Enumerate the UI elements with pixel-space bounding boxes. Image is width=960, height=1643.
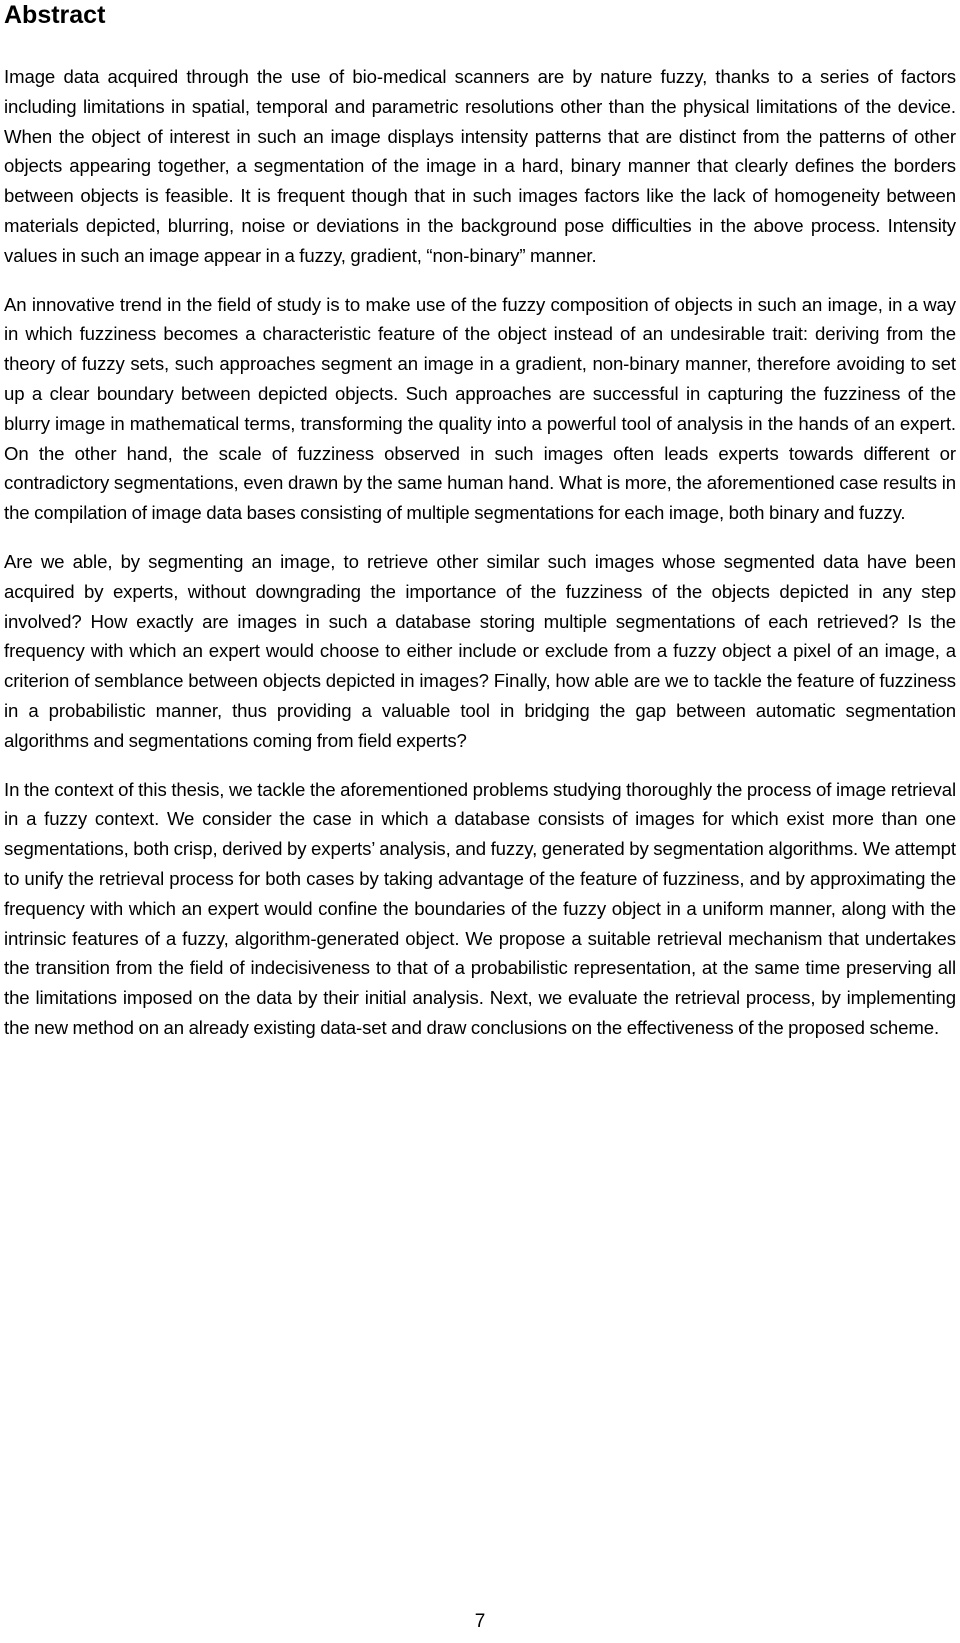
paragraph-3: Are we able, by segmenting an image, to retrieve other similar such images whose segmented data have been acquired by experts, without downgrading the importance of the fuzziness of the objects depicted in any step involved? How exactly are images in such a database storing multiple segmentations of each retrieved? Is the frequency with which an expert would choose to either include or exclude from a fuzzy object a pixel of an image, a criterion of semblance between objects depicted in images? Finally, how able are we to tackle the feature of fuzziness in a probabilistic manner, thus providing a valuable tool in bridging the gap between automatic segmentation algorithms and segmentations coming from field experts? [4,550,956,751]
paragraph-4: In the context of this thesis, we tackle the aforementioned problems studying thoroughly the process of image retrieval in a fuzzy context. We consider the case in which a database consists of images for which exist more than one segmentations, both crisp, derived by experts’ analysis, and fuzzy, generated by segmentation algorithms. We attempt to unify the retrieval process for both cases by taking advantage of the feature of fuzziness, and by approximating the frequency with which an expert would confine the boundaries of the fuzzy object in a uniform manner, along with the intrinsic features of a fuzzy, algorithm-generated object. We propose a suitable retrieval mechanism that undertakes the transition from the field of indecisiveness to that of a probabilistic representation, at the same time preserving all the limitations imposed on the data by their initial analysis. Next, we evaluate the retrieval process, by implementing the new method on an already existing data-set and draw conclusions on the effectiveness of the proposed scheme. [4,778,956,1038]
page-number: 7 [474,1611,486,1632]
paragraph-1: Image data acquired through the use of bio-medical scanners are by nature fuzzy, thanks to a series of factors including limitations in spatial, temporal and parametric resolutions other than the physical limitations of the device. When the object of interest in such an image displays intensity patterns that are distinct from the patterns of other objects appearing together, a segmentation of the image in a hard, binary manner that clearly defines the borders between objects is feasible. It is frequent though that in such images factors like the lack of homogeneity between materials depicted, blurring, noise or deviations in the background pose difficulties in the above process. Intensity values in such an image appear in a fuzzy, gradient, “non-binary” manner. [4,66,956,266]
section-heading: Abstract [4,1,106,29]
paragraph-2: An innovative trend in the field of study is to make use of the fuzzy composition of objects in such an image, in a way in which fuzziness becomes a characteristic feature of the object instead of an undesirable trait: deriving from the theory of fuzzy sets, such approaches segment an image in a gradient, non-binary manner, therefore avoiding to set up a clear boundary between depicted objects. Such approaches are successful in capturing the fuzziness of the blurry image in mathematical terms, transforming the quality into a powerful tool of analysis in the hands of an expert. On the other hand, the scale of fuzziness observed in such images often leads experts towards different or contradictory segmentations, even drawn by the same human hand. What is more, the aforementioned case results in the compilation of image data bases consisting of multiple segmentations for each image, both binary and fuzzy. [4,293,956,524]
abstract-body [4,62,956,1062]
